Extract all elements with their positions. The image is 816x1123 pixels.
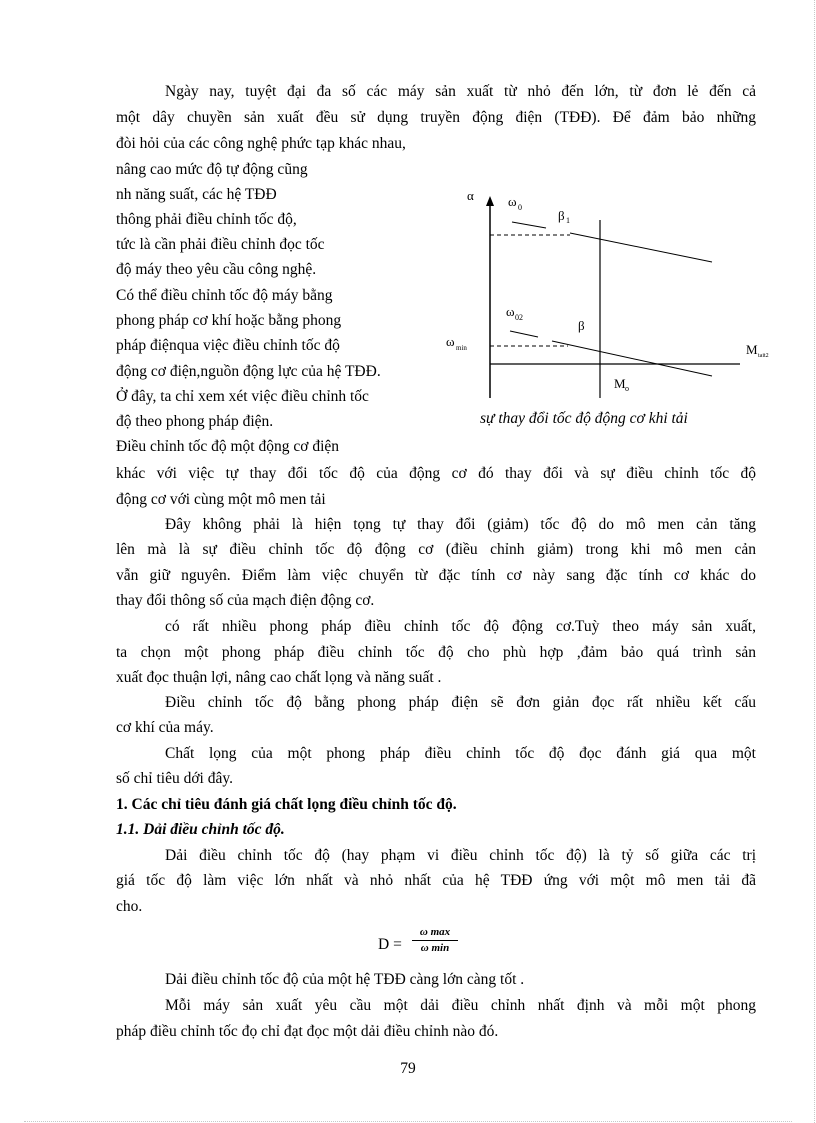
omega-min-subscript: min	[456, 344, 467, 352]
beta1-subscript: 1	[566, 216, 570, 225]
lower-characteristic	[552, 341, 712, 376]
axis-arrow	[486, 196, 494, 206]
m-zero-label: M	[614, 376, 626, 391]
body-line-5: nh năng suất, các hệ TĐĐ	[116, 186, 277, 203]
body-line-32: giá tốc độ làm việc lớn nhất và nhỏ nhất của hệ TĐĐ ứng với một mô men tải đã	[116, 872, 756, 889]
bottom-dotted-rule	[24, 1121, 792, 1122]
body-line-8: độ máy theo yêu cầu công nghệ.	[116, 261, 317, 278]
subsection-heading: 1.1. Dải điều chỉnh tốc độ.	[116, 821, 285, 838]
upper-characteristic	[570, 233, 712, 262]
body-line-27: Chất lọng của một phong pháp điều chỉnh tốc độ đọc đánh giá qua một	[165, 745, 756, 762]
upper-characteristic-start	[512, 222, 546, 228]
body-line-31: Dải điều chỉnh tốc độ (hay phạm vi điều chỉnh tốc độ) là tỷ số giữa các trị	[165, 847, 756, 864]
formula-lhs: D =	[378, 936, 402, 953]
beta1-label: β	[558, 208, 565, 223]
formula-numerator: ω max	[419, 926, 451, 938]
body-line-6: thông phải điều chỉnh tốc độ,	[116, 211, 297, 228]
body-line-25: Điều chỉnh tốc độ bằng phong pháp điện sẽ đơn giản đọc rất nhiều kết cấu	[165, 694, 756, 711]
body-line-21: thay đổi thông số của mạch điện động cơ.	[116, 592, 375, 609]
beta-label: β	[578, 318, 585, 333]
right-dotted-rule	[814, 0, 815, 1123]
formula-denominator: ω min	[420, 942, 450, 954]
body-line-12: động cơ điện,nguồn động lực của hệ TĐĐ.	[116, 363, 381, 380]
body-line-7: tức là cần phải điều chỉnh đọc tốc	[116, 236, 325, 253]
lower-characteristic-start	[510, 331, 538, 337]
body-line-13: Ở đây, ta chỉ xem xét việc điều chỉnh tốc	[116, 388, 369, 405]
omega0-subscript: 0	[518, 203, 522, 212]
body-line-33: cho.	[116, 898, 143, 915]
body-line-14: độ theo phong pháp điện.	[116, 413, 274, 430]
body-line-34: Dải điều chỉnh tốc độ của một hệ TĐĐ càng lớn càng tốt .	[165, 971, 525, 988]
omega02-label: ω	[506, 304, 515, 319]
body-line-17: động cơ với cùng một mô men tải	[116, 491, 326, 508]
body-line-36: pháp điều chỉnh tốc đọ chỉ đạt đọc một dải điều chỉnh nào đó.	[116, 1023, 499, 1040]
omega0-label: ω	[508, 194, 517, 209]
figure-caption: sự thay đổi tốc độ động cơ khi tải	[480, 410, 688, 427]
body-line-3: đòi hỏi của các công nghệ phức tạp khác nhau,	[116, 135, 406, 152]
body-line-9: Có thể điều chỉnh tốc độ máy bằng	[116, 287, 333, 304]
m-load-subscript: tait2	[758, 353, 769, 359]
page-number: 79	[400, 1060, 416, 1077]
body-line-20: vẫn giữ nguyên. Điểm làm việc chuyển từ đặc tính cơ này sang đặc tính cơ khác do	[116, 567, 756, 584]
omega-min-label: ω	[446, 334, 455, 349]
speed-torque-diagram	[440, 180, 780, 408]
body-line-1: Ngày nay, tuyệt đại đa số các máy sản xuất từ nhỏ đến lớn, từ đơn lẻ đến cả	[165, 83, 756, 100]
alpha-axis-label: α	[467, 188, 474, 203]
m-load-label: M	[746, 342, 758, 357]
body-line-24: xuất đọc thuận lợi, nâng cao chất lọng và năng suất .	[116, 669, 442, 686]
body-line-35: Mỗi máy sản xuất yêu cầu một dải điều chỉnh nhất định và mỗi một phong	[165, 997, 756, 1014]
body-line-28: số chỉ tiêu dới đây.	[116, 770, 233, 787]
body-line-16: khác với việc tự thay đổi tốc độ của động cơ đó thay đổi và sự điều chỉnh tốc độ	[116, 465, 756, 482]
body-line-10: phong pháp cơ khí hoặc bằng phong	[116, 312, 342, 329]
body-line-11: pháp điệnqua việc điều chỉnh tốc độ	[116, 337, 340, 354]
body-line-19: lên mà là sự điều chỉnh tốc độ động cơ (điều chỉnh giảm) trong khi mô men cản	[116, 541, 756, 558]
section-heading: 1. Các chỉ tiêu đánh giá chất lọng điều chỉnh tốc độ.	[116, 796, 457, 813]
omega02-subscript: 02	[515, 313, 523, 322]
body-line-18: Đây không phải là hiện tọng tự thay đổi (giảm) tốc độ do mô men cản tăng	[165, 516, 756, 533]
body-line-23: ta chọn một phong pháp điều chỉnh tốc độ cho phù hợp ,đảm bảo quá trình sản	[116, 644, 756, 661]
body-line-26: cơ khí của máy.	[116, 719, 214, 736]
body-line-22: có rất nhiều phong pháp điều chỉnh tốc độ động cơ.Tuỳ theo máy sản xuất,	[165, 618, 756, 635]
body-line-15: Điều chỉnh tốc độ một động cơ điện	[116, 438, 340, 455]
m-zero-subscript: o	[625, 384, 629, 393]
fraction-bar	[412, 940, 458, 941]
formula-fraction	[412, 926, 458, 955]
body-line-4: nâng cao mức độ tự động cũng	[116, 161, 308, 178]
body-line-2: một dây chuyền sản xuất đều sử dụng truyền động điện (TĐĐ). Để đảm bảo những	[116, 109, 756, 126]
